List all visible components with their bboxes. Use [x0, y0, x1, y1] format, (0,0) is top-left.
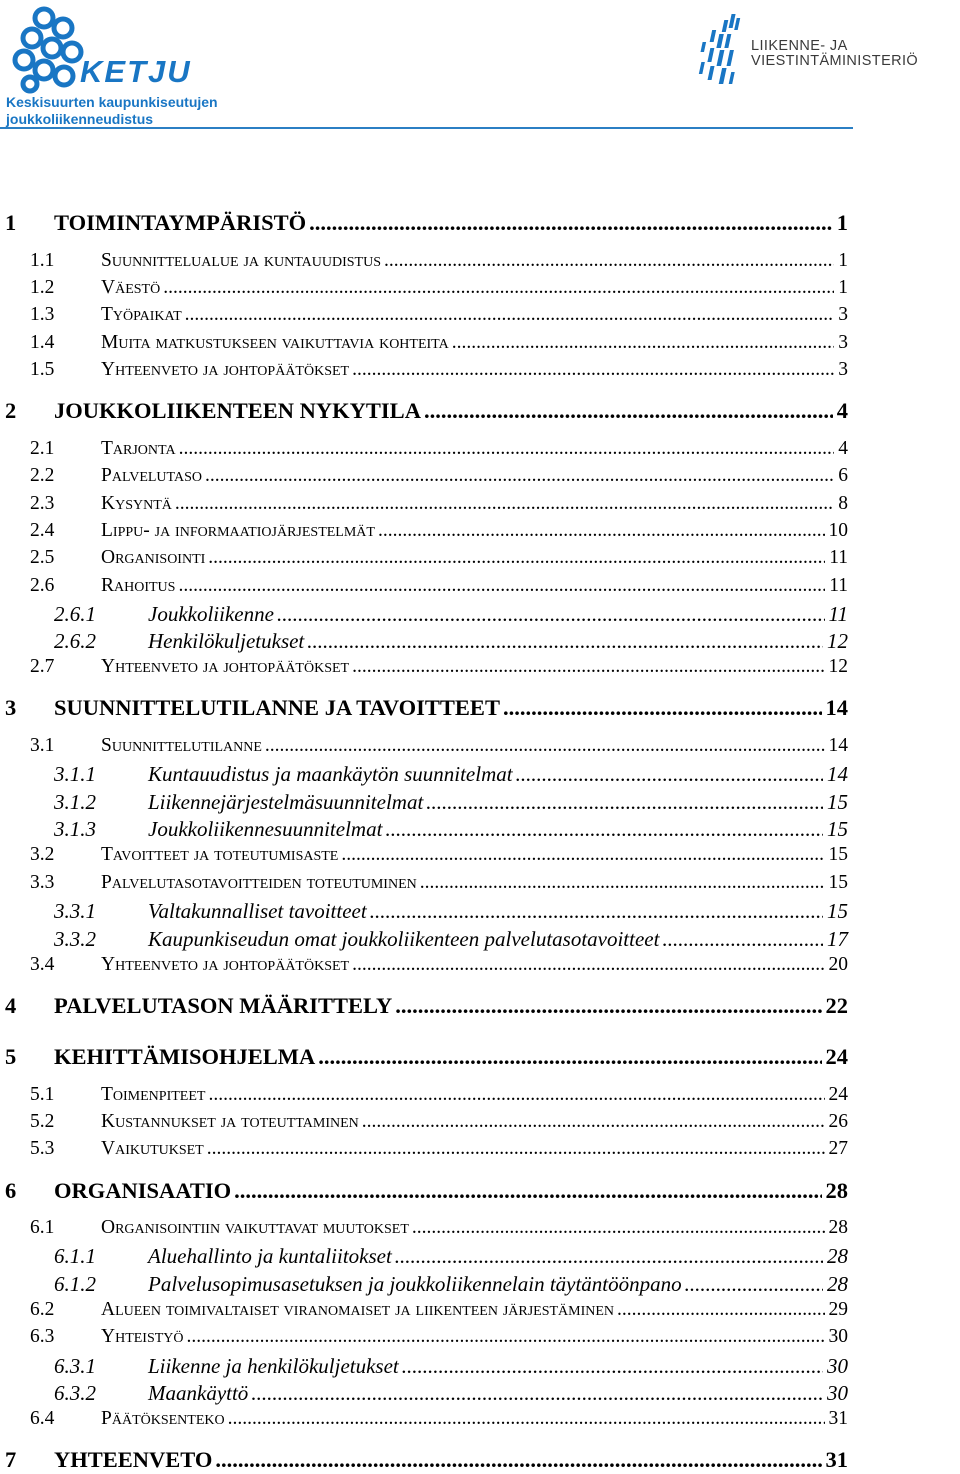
toc-leader-dots [352, 656, 824, 678]
toc-entry[interactable] [0, 629, 960, 655]
toc-entry-title: Lippu- ja informaatiojärjestelmät [101, 520, 375, 541]
toc-entry-title: Aluehallinto ja kuntaliitokset [148, 1244, 392, 1268]
toc-entry-page: 26 [828, 1111, 848, 1132]
toc-entry-number: 3 [5, 695, 17, 720]
ketju-subtitle-line1: Keskisuurten kaupunkiseutujen [6, 94, 218, 110]
toc-entry-page: 28 [828, 1217, 848, 1238]
toc-entry[interactable] [0, 304, 960, 330]
page-header [0, 0, 960, 135]
toc-entry-page: 24 [828, 1084, 848, 1105]
toc-leader-dots [187, 1326, 825, 1348]
toc-entry[interactable] [0, 1272, 960, 1298]
toc-entry[interactable] [0, 954, 960, 980]
toc-entry-number: 1.4 [30, 332, 55, 353]
toc-leader-dots [341, 844, 824, 866]
toc-entry-page: 8 [838, 493, 848, 514]
ministry-name-line2: VIESTINTÄMINISTERIÖ [751, 53, 919, 69]
toc-entry-title: Rahoitus [101, 575, 176, 596]
toc-entry-page: 31 [825, 1447, 848, 1472]
toc-entry-title: Muita matkustukseen vaikuttavia kohteita [101, 332, 449, 353]
ketju-logo-text: KETJU [80, 54, 192, 89]
toc-entry[interactable] [0, 250, 960, 276]
toc-entry-number: 6.3.1 [54, 1354, 96, 1378]
toc-entry-title: Toimenpiteet [101, 1084, 206, 1105]
toc-entry-number: 5.3 [30, 1138, 55, 1159]
toc-entry-page: 30 [827, 1354, 848, 1378]
toc-entry-page: 30 [827, 1381, 848, 1405]
toc-entry-page: 1 [838, 250, 848, 271]
toc-leader-dots [395, 1244, 823, 1269]
toc-entry[interactable] [0, 1244, 960, 1270]
toc-leader-dots [185, 304, 835, 326]
toc-entry[interactable] [0, 844, 960, 870]
toc-entry-title: Liikennejärjestelmäsuunnitelmat [148, 790, 424, 814]
toc-entry-page: 31 [828, 1408, 848, 1429]
toc-leader-dots [352, 954, 824, 976]
toc-entry-number: 2.6.1 [54, 602, 96, 626]
toc-entry-title: Tavoitteet ja toteutumisaste [101, 844, 339, 865]
toc-entry[interactable] [0, 1447, 960, 1473]
toc-leader-dots [163, 277, 834, 299]
toc-leader-dots [208, 1084, 824, 1106]
toc-entry-title: Henkilökuljetukset [148, 629, 305, 653]
toc-entry-page: 14 [825, 695, 848, 720]
toc-entry-page: 15 [827, 817, 848, 841]
toc-leader-dots [178, 575, 825, 597]
toc-entry-number: 3.3.1 [54, 899, 96, 923]
ministry-logo-icon [696, 12, 758, 94]
toc-entry[interactable] [0, 656, 960, 682]
toc-leader-dots [662, 927, 823, 952]
ketju-subtitle [6, 94, 256, 128]
toc-entry-number: 6.3 [30, 1326, 55, 1347]
toc-entry-title: Suunnittelutilanne [101, 735, 262, 756]
toc-entry[interactable] [0, 277, 960, 303]
toc-entry-number: 2 [5, 398, 17, 423]
toc-leader-dots [402, 1354, 823, 1379]
toc-entry-title: Organisointiin vaikuttavat muutokset [101, 1217, 409, 1238]
toc-entry-page: 3 [838, 359, 848, 380]
toc-entry-page: 6 [838, 465, 848, 486]
toc-entry-page: 10 [828, 520, 848, 541]
toc-entry[interactable] [0, 762, 960, 788]
toc-entry[interactable] [0, 332, 960, 358]
toc-entry-number: 3.3.2 [54, 927, 96, 951]
toc-leader-dots [426, 790, 823, 815]
toc-entry[interactable] [0, 899, 960, 925]
toc-entry[interactable] [0, 1408, 960, 1434]
toc-entry[interactable] [0, 398, 960, 424]
toc-entry-number: 7 [5, 1447, 17, 1472]
toc-entry-page: 27 [828, 1138, 848, 1159]
toc-entry-number: 5.2 [30, 1111, 55, 1132]
toc-entry-number: 5.1 [30, 1084, 55, 1105]
toc-entry-number: 3.4 [30, 954, 55, 975]
toc-entry-title: Organisointi [101, 547, 206, 568]
toc-leader-dots [318, 1044, 821, 1070]
toc-leader-dots [307, 629, 823, 654]
toc-leader-dots [395, 993, 821, 1019]
toc-entry-page: 11 [829, 547, 848, 568]
toc-leader-dots [228, 1408, 825, 1430]
toc-entry-number: 6 [5, 1178, 17, 1203]
toc-entry-number: 3.2 [30, 844, 55, 865]
toc-entry-page: 12 [827, 629, 848, 653]
toc-entry[interactable] [0, 1217, 960, 1243]
toc-entry-page: 28 [827, 1244, 848, 1268]
toc-entry-number: 6.4 [30, 1408, 55, 1429]
toc-entry-title: Palvelusopimusasetuksen ja joukkoliikennelain täytäntöönpano [148, 1272, 682, 1296]
toc-entry[interactable] [0, 790, 960, 816]
toc-entry-page: 24 [825, 1044, 848, 1069]
toc-leader-dots [265, 735, 825, 757]
toc-entry-title: Yhteenveto ja johtopäätökset [101, 656, 350, 677]
toc-entry[interactable] [0, 210, 960, 236]
toc-entry-title: Kuntauudistus ja maankäytön suunnitelmat [148, 762, 513, 786]
toc-entry-number: 1.1 [30, 250, 55, 271]
toc-entry-page: 15 [827, 899, 848, 923]
toc-leader-dots [208, 547, 825, 569]
toc-entry-number: 2.7 [30, 656, 55, 677]
toc-leader-dots [516, 762, 823, 787]
toc-leader-dots [175, 493, 834, 515]
toc-entry-number: 6.1 [30, 1217, 55, 1238]
toc-entry[interactable] [0, 927, 960, 953]
ketju-subtitle-line2: joukkoliikenneudistus [6, 111, 154, 127]
toc-leader-dots [234, 1178, 821, 1204]
toc-entry-number: 2.2 [30, 465, 55, 486]
toc-entry-title: Yhteenveto ja johtopäätökset [101, 359, 350, 380]
toc-entry[interactable] [0, 1138, 960, 1164]
toc-entry-title: ORGANISAATIO [54, 1178, 232, 1203]
toc-entry-title: Maankäyttö [148, 1381, 249, 1405]
toc-leader-dots [251, 1381, 823, 1406]
toc-leader-dots [420, 872, 825, 894]
toc-leader-dots [617, 1299, 824, 1321]
toc-entry-title: Joukkoliikenne [148, 602, 274, 626]
toc-entry-page: 4 [838, 438, 848, 459]
toc-entry[interactable] [0, 520, 960, 546]
toc-entry-title: Palvelutasotavoitteiden toteutuminen [101, 872, 417, 893]
toc-entry[interactable] [0, 993, 960, 1019]
toc-entry[interactable] [0, 493, 960, 519]
toc-entry-page: 14 [827, 762, 848, 786]
toc-entry-title: Päätöksenteko [101, 1408, 225, 1429]
toc-entry-page: 3 [838, 304, 848, 325]
ministry-name [751, 39, 918, 69]
toc-entry[interactable] [0, 1326, 960, 1352]
toc-entry[interactable] [0, 1381, 960, 1407]
toc-entry[interactable] [0, 817, 960, 843]
toc-entry-page: 12 [828, 656, 848, 677]
toc-entry[interactable] [0, 1178, 960, 1204]
toc-entry-number: 2.1 [30, 438, 55, 459]
toc-leader-dots [685, 1272, 823, 1297]
toc-entry-number: 1.3 [30, 304, 55, 325]
toc-entry[interactable] [0, 1111, 960, 1137]
toc-entry-number: 2.6.2 [54, 629, 96, 653]
toc-entry-number: 6.2 [30, 1299, 55, 1320]
toc-entry-title: TOIMINTAYMPÄRISTÖ [54, 210, 307, 235]
toc-leader-dots [277, 602, 825, 627]
toc-entry-title: Kaupunkiseudun omat joukkoliikenteen palvelutasotavoitteet [148, 927, 660, 951]
toc-entry-page: 1 [836, 210, 848, 235]
toc-entry-number: 3.1 [30, 735, 55, 756]
toc-entry[interactable] [0, 735, 960, 761]
toc-entry[interactable] [0, 1044, 960, 1070]
toc-leader-dots [385, 817, 823, 842]
toc-entry[interactable] [0, 695, 960, 721]
toc-entry-number: 5 [5, 1044, 17, 1069]
toc-entry[interactable] [0, 438, 960, 464]
toc-entry-title: Työpaikat [101, 304, 182, 325]
toc-entry-page: 30 [828, 1326, 848, 1347]
toc-entry-title: JOUKKOLIIKENTEEN NYKYTILA [54, 398, 421, 423]
toc-entry-page: 28 [825, 1178, 848, 1203]
toc-entry[interactable] [0, 1084, 960, 1110]
toc-entry-number: 3.1.2 [54, 790, 96, 814]
toc-entry-title: Väestö [101, 277, 161, 298]
header-rule [0, 127, 853, 129]
toc-entry-number: 2.5 [30, 547, 55, 568]
toc-entry-title: Suunnittelualue ja kuntauudistus [101, 250, 381, 271]
toc-entry-page: 28 [827, 1272, 848, 1296]
toc-leader-dots [452, 332, 835, 354]
toc-entry[interactable] [0, 359, 960, 385]
toc-entry-page: 15 [828, 844, 848, 865]
toc-leader-dots [362, 1111, 825, 1133]
toc-entry-title: Joukkoliikennesuunnitelmat [148, 817, 383, 841]
toc-entry-page: 1 [838, 277, 848, 298]
toc-leader-dots [503, 695, 822, 721]
toc-entry-page: 4 [836, 398, 848, 423]
toc-entry-number: 2.4 [30, 520, 55, 541]
toc-entry-page: 17 [827, 927, 848, 951]
toc-entry-page: 11 [828, 602, 848, 626]
toc-entry-page: 14 [828, 735, 848, 756]
toc-entry-number: 6.1.2 [54, 1272, 96, 1296]
toc-entry-number: 1.2 [30, 277, 55, 298]
toc-entry-number: 3.1.1 [54, 762, 96, 786]
toc-entry[interactable] [0, 872, 960, 898]
toc-entry[interactable] [0, 575, 960, 601]
toc-entry-title: KEHITTÄMISOHJELMA [54, 1044, 316, 1069]
toc-entry-number: 3.3 [30, 872, 55, 893]
toc-entry-number: 6.3.2 [54, 1381, 96, 1405]
toc-entry-page: 15 [828, 872, 848, 893]
toc-entry-title: SUUNNITTELUTILANNE JA TAVOITTEET [54, 695, 500, 720]
toc-entry-title: Alueen toimivaltaiset viranomaiset ja liikenteen järjestäminen [101, 1299, 615, 1320]
toc-entry-number: 2.6 [30, 575, 55, 596]
ministry-name-line1: LIIKENNE- JA [751, 38, 848, 54]
toc-entry-title: Kysyntä [101, 493, 172, 514]
toc-entry-title: Liikenne ja henkilökuljetukset [148, 1354, 399, 1378]
toc-entry-page: 11 [829, 575, 848, 596]
toc-entry[interactable] [0, 1299, 960, 1325]
toc-leader-dots [412, 1217, 825, 1239]
toc-leader-dots [384, 250, 834, 272]
toc-entry-title: Vaikutukset [101, 1138, 204, 1159]
toc-entry-title: PALVELUTASON MÄÄRITTELY [54, 993, 393, 1018]
toc-entry-number: 1.5 [30, 359, 55, 380]
toc-leader-dots [309, 210, 833, 236]
toc-entry-number: 4 [5, 993, 17, 1018]
toc-entry-title: Yhteenveto ja johtopäätökset [101, 954, 350, 975]
toc-entry-title: Valtakunnalliset tavoitteet [148, 899, 367, 923]
toc-leader-dots [207, 1138, 825, 1160]
toc-leader-dots [215, 1447, 821, 1473]
toc-entry-number: 6.1.1 [54, 1244, 96, 1268]
toc-entry-page: 22 [825, 993, 848, 1018]
toc-leader-dots [352, 359, 834, 381]
toc-entry-title: Kustannukset ja toteuttaminen [101, 1111, 359, 1132]
toc-entry-page: 15 [827, 790, 848, 814]
toc-entry[interactable] [0, 1354, 960, 1380]
toc-leader-dots [424, 398, 833, 424]
toc-entry-title: YHTEENVETO [54, 1447, 213, 1472]
toc-entry[interactable] [0, 547, 960, 573]
toc-entry-page: 3 [838, 332, 848, 353]
toc-entry-page: 29 [828, 1299, 848, 1320]
toc-entry-title: Palvelutaso [101, 465, 202, 486]
toc-leader-dots [370, 899, 823, 924]
toc-leader-dots [378, 520, 825, 542]
toc-entry[interactable] [0, 602, 960, 628]
toc-entry-title: Yhteistyö [101, 1326, 184, 1347]
toc-entry-page: 20 [828, 954, 848, 975]
toc-entry[interactable] [0, 465, 960, 491]
toc-entry-number: 1 [5, 210, 17, 235]
toc-entry-number: 3.1.3 [54, 817, 96, 841]
toc-leader-dots [205, 465, 834, 487]
toc-leader-dots [179, 438, 835, 460]
toc-entry-number: 2.3 [30, 493, 55, 514]
toc-entry-title: Tarjonta [101, 438, 176, 459]
